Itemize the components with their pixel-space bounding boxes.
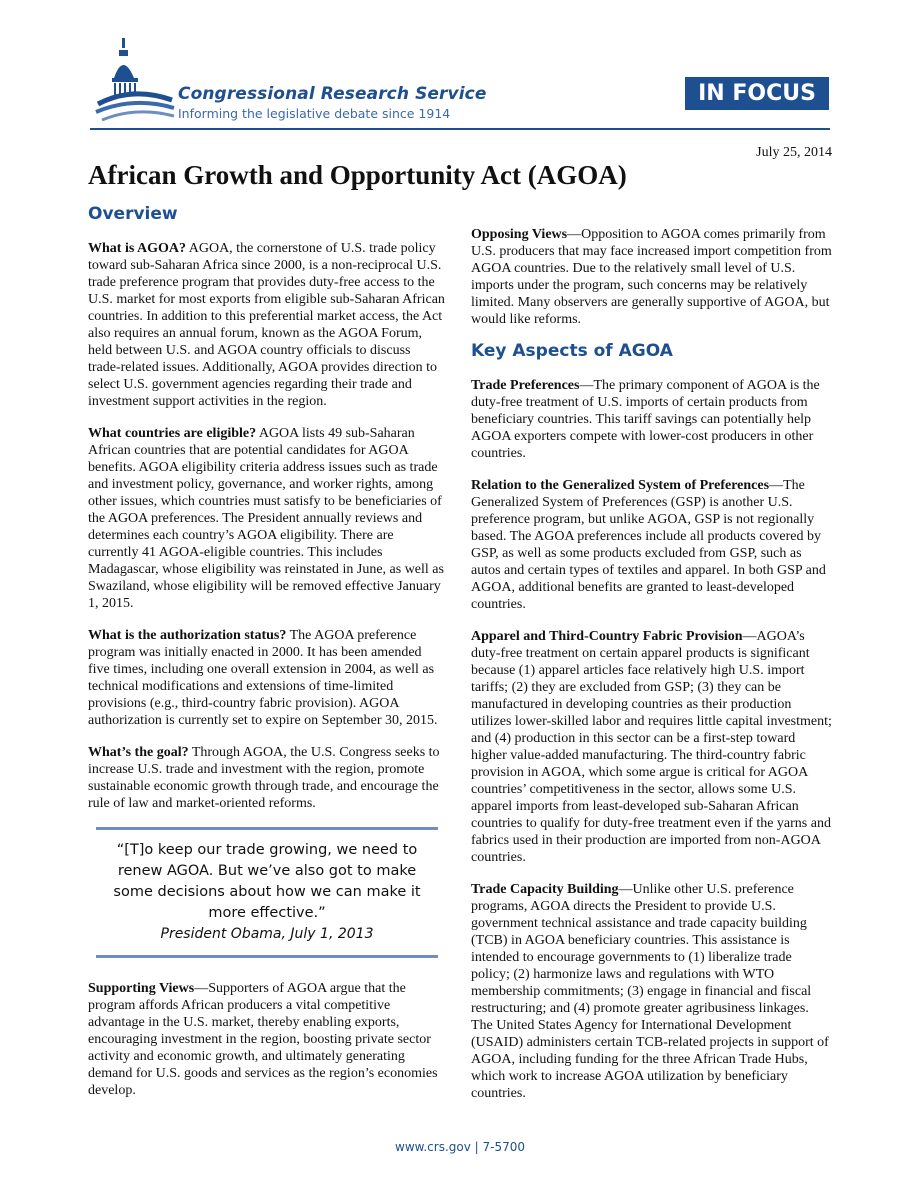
paragraph-authorization bbox=[88, 627, 446, 729]
overview-heading: Overview bbox=[88, 204, 178, 224]
paragraph-text: —Opposition to AGOA comes primarily from U.S. producers that may face increased import competition from AGOA countries. Due to the relatively small level of U.S. imports under the program, such concerns may be relatively limited. Many observers are generally supportive of AGOA, but would like reforms. bbox=[471, 227, 832, 327]
publication-date: July 25, 2014 bbox=[756, 145, 832, 160]
paragraph-trade-capacity bbox=[471, 881, 833, 1102]
paragraph-goal bbox=[88, 744, 446, 812]
pull-quote bbox=[96, 827, 438, 958]
org-tagline: Informing the legislative debate since 1914 bbox=[178, 106, 451, 121]
quote-attribution: President Obama, July 1, 2013 bbox=[160, 926, 374, 942]
paragraph-text: Through AGOA, the U.S. Congress seeks to increase U.S. trade and investment with the region, promote sustainable economic growth through trade, and encourage the rule of law and market-oriented reforms. bbox=[88, 745, 440, 811]
paragraph-lead: Trade Capacity Building bbox=[471, 882, 619, 897]
paragraph-text: AGOA lists 49 sub-Saharan African countries that are potential candidates for AGOA benefits. AGOA eligibility criteria address issues such as trade and investment policy, governance, and worker rights, among other issues, which countries must satisfy to be beneficiaries of the AGOA preferences. The President annually reviews and determines each country’s AGOA eligibility. There are currently 41 AGOA-eligible countries. This includes Madagascar, whose eligibility was reinstated in June, as well as Swaziland, whose eligibility will be removed effective January 1, 2015. bbox=[88, 426, 444, 611]
paragraph-text: —Supporters of AGOA argue that the program affords African producers a vital competitive advantage in the U.S. market, thereby enabling exports, encouraging investment in the region, boosting private sector activity and economic growth, and ultimately generating demand for U.S. goods and services as the region’s economies develop. bbox=[88, 981, 438, 1098]
in-focus-badge: IN FOCUS bbox=[685, 77, 829, 110]
left-column bbox=[88, 206, 446, 1114]
paragraph-eligibility bbox=[88, 425, 446, 612]
paragraph-trade-preferences bbox=[471, 377, 833, 462]
org-name: Congressional Research Service bbox=[178, 84, 487, 104]
page-footer: www.crs.gov | 7-5700 bbox=[395, 1140, 525, 1154]
paragraph-text: —AGOA’s duty-free treatment on certain apparel products is significant because (1) apparel articles face relatively high U.S. import tariffs; (2) they are excluded from GSP; (3) they can be manufactured in developing countries as their production utilizes lower-skilled labor and requires little capital investment; and (4) production in this sector can be a first-step toward higher value-added manufacturing. The third-country fabric provision in AGOA, which some argue is critical for AGOA countries’ competitiveness in the sector, allows some U.S. apparel imports from least-developed sub-Saharan African countries to qualify for duty-free treatment even if the yarns and fabrics used in their production are imported from non-AGOA countries. bbox=[471, 629, 832, 865]
header-rule bbox=[90, 128, 830, 130]
paragraph-opposing-views bbox=[471, 226, 833, 328]
paragraph-lead: What’s the goal? bbox=[88, 745, 189, 760]
paragraph-lead: Trade Preferences bbox=[471, 378, 580, 393]
paragraph-what-is-agoa bbox=[88, 240, 446, 410]
key-aspects-heading: Key Aspects of AGOA bbox=[471, 341, 673, 361]
paragraph-lead: Apparel and Third-Country Fabric Provision bbox=[471, 629, 743, 644]
paragraph-text: —Unlike other U.S. preference programs, AGOA directs the President to provide U.S. government technical assistance and trade capacity building (TCB) in AGOA beneficiary countries. This assistance is intended to encourage governments to (1) liberalize trade policy; (2) harmonize laws and regulations with WTO membership commitments; (3) engage in financial and fiscal restructuring; and (4) promote greater agribusiness linkages. The United States Agency for International Development (USAID) administers certain TCB-related projects in support of AGOA, including funding for the three African Trade Hubs, which work to increase AGOA utilization by beneficiary countries. bbox=[471, 882, 829, 1101]
paragraph-supporting-views bbox=[88, 980, 446, 1099]
paragraph-lead: What is the authorization status? bbox=[88, 628, 287, 643]
paragraph-text: —The Generalized System of Preferences (GSP) is another U.S. preference program, but unlike AGOA, GSP is not regionally based. The AGOA preferences include all products covered by GSP, as well as some products excluded from GSP, such as autos and certain types of textiles and apparel. In both GSP and AGOA, additional benefits are granted to least-developed countries. bbox=[471, 478, 826, 612]
document-title: African Growth and Opportunity Act (AGOA) bbox=[88, 160, 627, 190]
capitol-dome-logo bbox=[92, 38, 176, 126]
paragraph-gsp-relation bbox=[471, 477, 833, 613]
paragraph-lead: Supporting Views bbox=[88, 981, 195, 996]
paragraph-lead: What countries are eligible? bbox=[88, 426, 257, 441]
paragraph-lead: What is AGOA? bbox=[88, 241, 187, 256]
paragraph-text: AGOA, the cornerstone of U.S. trade policy toward sub-Saharan Africa since 2000, is a non-reciprocal U.S. trade preference program that provides duty-free access to the U.S. market for most exports from eligible sub-Saharan African countries. In addition to this preferential market access, the Act also requires an annual forum, known as the AGOA Forum, held between U.S. and AGOA country officials to discuss trade-related issues. Additionally, AGOA provides direction to select U.S. government agencies regarding their trade and investment support activities in the region. bbox=[88, 241, 445, 409]
right-column bbox=[471, 226, 833, 1117]
paragraph-apparel-fabric bbox=[471, 628, 833, 866]
paragraph-text: The AGOA preference program was initially enacted in 2000. It has been amended five times, including one overall extension in 2004, as well as technical modifications and extensions of time-limited provisions (e.g., third-country fabric provision). AGOA authorization is currently set to expire on September 30, 2015. bbox=[88, 628, 438, 728]
paragraph-lead: Opposing Views bbox=[471, 227, 568, 242]
paragraph-text: —The primary component of AGOA is the duty-free treatment of U.S. imports of certain products from beneficiary countries. This tariff savings can potentially help AGOA exporters compete with lower-cost producers in other countries. bbox=[471, 378, 820, 461]
paragraph-lead: Relation to the Generalized System of Preferences bbox=[471, 478, 770, 493]
quote-text: “[T]o keep our trade growing, we need to renew AGOA. But we’ve also got to make some decisions about how we can make it more effective.” bbox=[113, 842, 421, 921]
